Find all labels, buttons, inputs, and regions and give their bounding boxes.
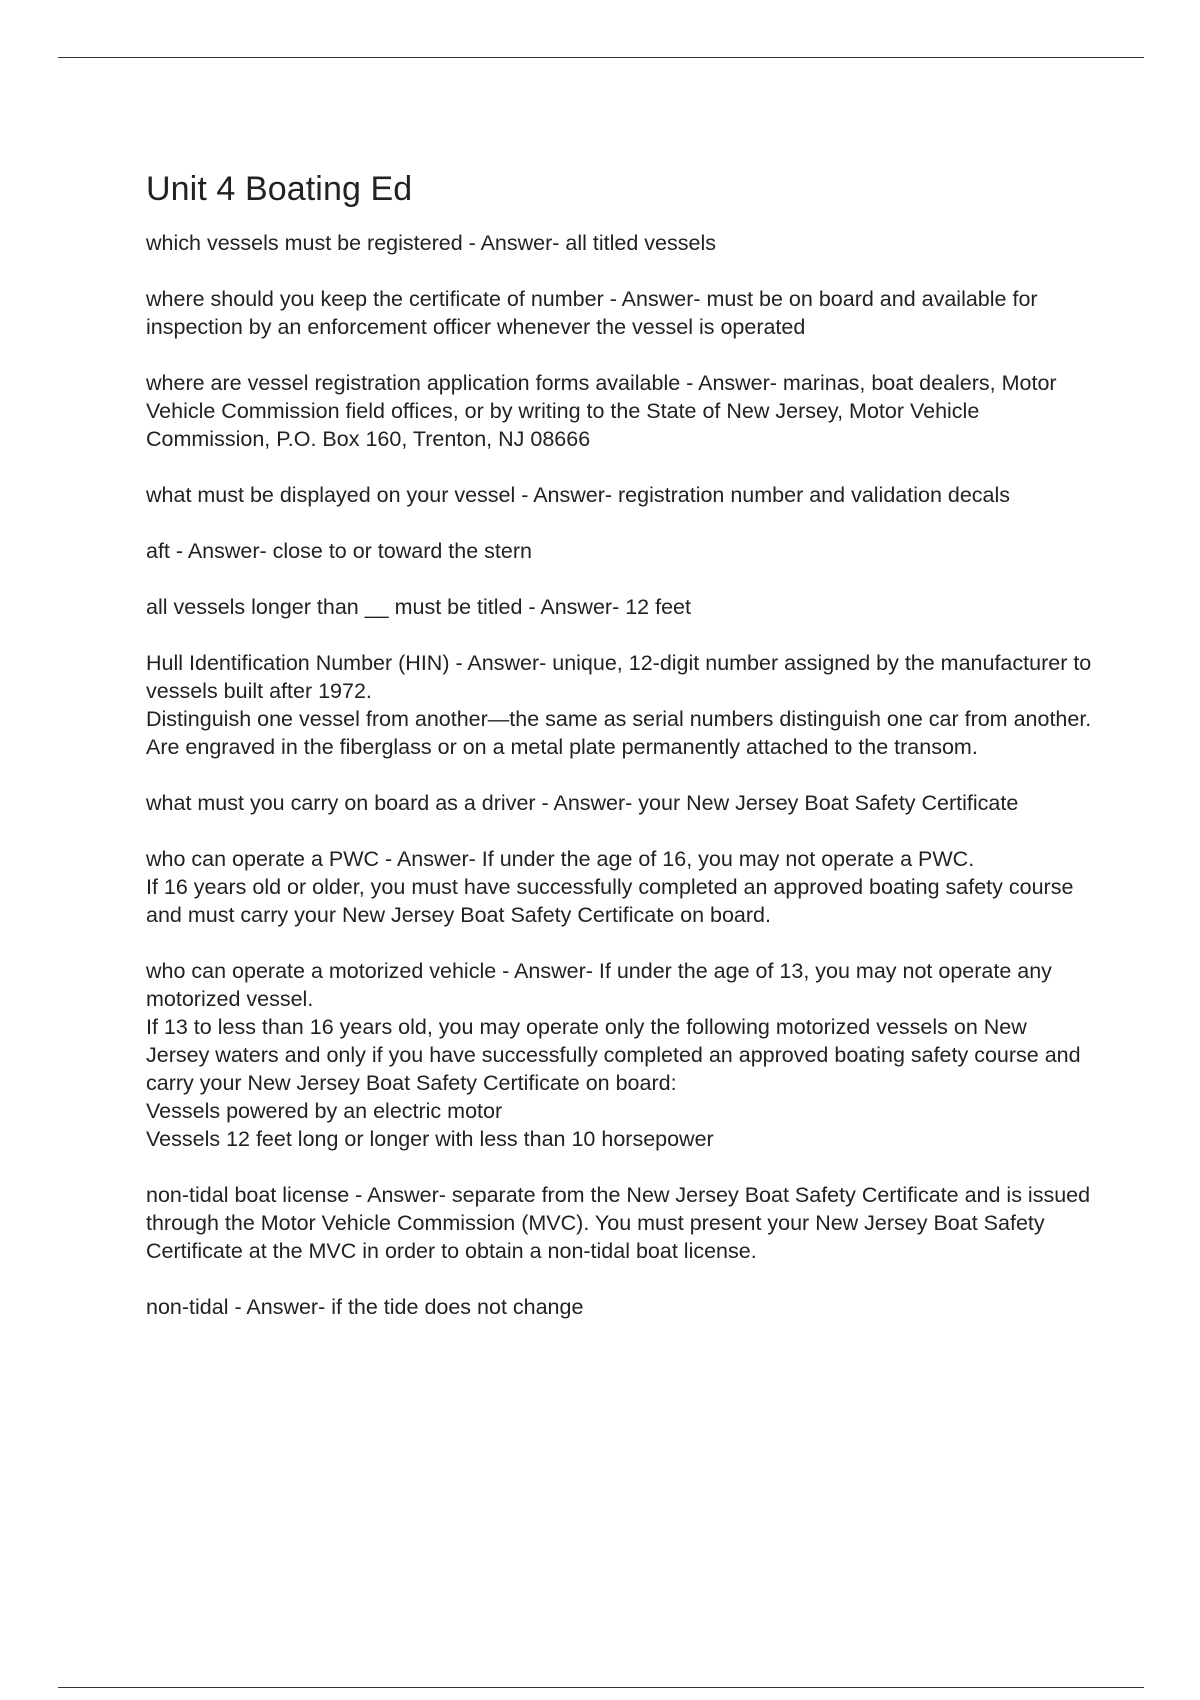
bottom-divider bbox=[58, 1687, 1144, 1688]
qa-text: what must be displayed on your vessel - Answer- registration number and validation decals bbox=[146, 483, 1011, 508]
qa-item bbox=[146, 285, 1096, 341]
qa-text: Vessels 12 feet long or longer with less than 10 horsepower bbox=[146, 1127, 714, 1152]
qa-text: who can operate a PWC - Answer- If under the age of 16, you may not operate a PWC. bbox=[146, 847, 975, 872]
qa-text: where are vessel registration application forms available - Answer- marinas, boat dealers, Motor Vehicle Commission field offices, or by writing to the State of New Jersey, Motor Vehicle Commission, P.O. Box 160, Trenton, NJ 08666 bbox=[146, 371, 1057, 452]
qa-item bbox=[146, 481, 1096, 509]
qa-text: aft - Answer- close to or toward the stern bbox=[146, 539, 532, 564]
qa-item bbox=[146, 537, 1096, 565]
page-title: Unit 4 Boating Ed bbox=[146, 170, 413, 208]
document-body bbox=[146, 170, 1096, 1349]
qa-text: who can operate a motorized vehicle - Answer- If under the age of 13, you may not operate any motorized vessel. bbox=[146, 959, 1052, 1012]
qa-item bbox=[146, 369, 1096, 453]
qa-text: If 13 to less than 16 years old, you may operate only the following motorized vessels on New Jersey waters and only if you have successfully completed an approved boating safety course and carry your New Jersey Boat Safety Certificate on board: bbox=[146, 1015, 1081, 1096]
qa-text: Hull Identification Number (HIN) - Answer- unique, 12-digit number assigned by the manufacturer to vessels built after 1972. bbox=[146, 651, 1092, 704]
qa-text: Are engraved in the fiberglass or on a metal plate permanently attached to the transom. bbox=[146, 735, 978, 760]
qa-text: Vessels powered by an electric motor bbox=[146, 1099, 503, 1124]
qa-text: which vessels must be registered - Answer- all titled vessels bbox=[146, 231, 716, 256]
qa-item bbox=[146, 1293, 1096, 1321]
qa-text: non-tidal - Answer- if the tide does not change bbox=[146, 1295, 584, 1320]
qa-item bbox=[146, 789, 1096, 817]
qa-text: what must you carry on board as a driver - Answer- your New Jersey Boat Safety Certificate bbox=[146, 791, 1019, 816]
qa-text: non-tidal boat license - Answer- separate from the New Jersey Boat Safety Certificate and is issued through the Motor Vehicle Commission (MVC). You must present your New Jersey Boat Safety Certificate at the MVC in order to obtain a non-tidal boat license. bbox=[146, 1183, 1091, 1264]
qa-text: If 16 years old or older, you must have successfully completed an approved boating safety course and must carry your New Jersey Boat Safety Certificate on board. bbox=[146, 875, 1074, 928]
qa-item bbox=[146, 845, 1096, 929]
qa-list bbox=[146, 229, 1096, 1321]
qa-item bbox=[146, 229, 1096, 257]
qa-text: where should you keep the certificate of number - Answer- must be on board and available for inspection by an enforcement officer whenever the vessel is operated bbox=[146, 287, 1038, 340]
qa-item bbox=[146, 957, 1096, 1153]
qa-text: all vessels longer than __ must be titled - Answer- 12 feet bbox=[146, 595, 691, 620]
qa-item bbox=[146, 1181, 1096, 1265]
top-divider bbox=[58, 57, 1144, 58]
qa-text: Distinguish one vessel from another—the same as serial numbers distinguish one car from another. bbox=[146, 707, 1092, 732]
qa-item bbox=[146, 649, 1096, 761]
qa-item bbox=[146, 593, 1096, 621]
